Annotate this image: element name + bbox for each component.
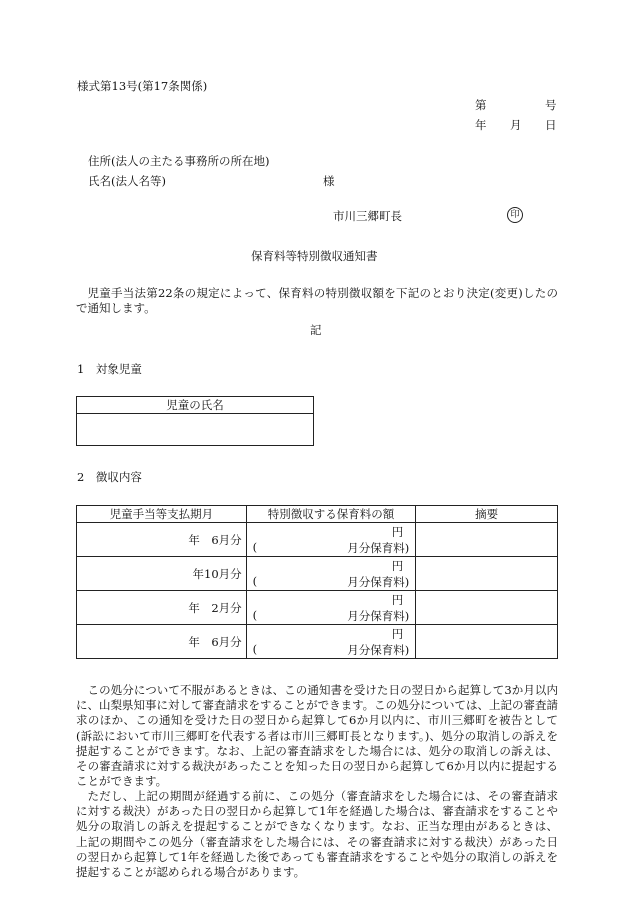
child-name-cell xyxy=(77,414,314,446)
date-month: 月 xyxy=(510,118,522,132)
date-year: 年 xyxy=(475,118,487,132)
section1-heading: 1 対象児童 xyxy=(77,362,142,376)
row-remarks xyxy=(416,523,558,557)
yen-label: 円 xyxy=(391,559,404,573)
doc-number-prefix: 第 xyxy=(475,98,487,112)
table-row xyxy=(77,523,558,557)
row-month: 年 2月分 xyxy=(77,591,247,625)
doc-number-suffix: 号 xyxy=(545,98,557,112)
row-amount xyxy=(246,591,416,625)
row-month: 年 6月分 xyxy=(77,523,247,557)
yen-label: 円 xyxy=(391,525,404,539)
table-row xyxy=(77,557,558,591)
child-name-header: 児童の氏名 xyxy=(77,397,314,414)
yen-label: 円 xyxy=(391,593,404,607)
header-fee-amount: 特別徴収する保育料の額 xyxy=(246,506,416,523)
row-amount xyxy=(246,523,416,557)
month-fee-label: 月分保育料) xyxy=(347,643,410,657)
row-month: 年10月分 xyxy=(77,557,247,591)
yen-label: 円 xyxy=(391,627,404,641)
section2-heading: 2 徴収内容 xyxy=(77,470,142,484)
header-remarks: 摘要 xyxy=(416,506,558,523)
honorific: 様 xyxy=(323,174,335,188)
deadline-notice: ただし、上記の期間が経過する前に、この処分（審査請求をした場合には、その審査請求に対する裁決）があった日の翌日から起算して1年を経過した場合は、審査請求をすることや処分の取消しの訴えを提起することができなくなります。なお、正当な理由があるときは、上記の期間やこの処分（審査請求をした場合には、その審査請求に対する裁決）があった日の翌日から起算して1年を経過した後であっても審査請求をすることや処分の取消しの訴えを提起することが認められる場合があります。 xyxy=(76,789,558,880)
row-remarks xyxy=(416,557,558,591)
paren-open: ( xyxy=(252,608,258,622)
ki-marker: 記 xyxy=(310,323,322,337)
form-number: 様式第13号(第17条関係) xyxy=(77,79,208,93)
month-fee-label: 月分保育料) xyxy=(347,541,410,555)
paren-open: ( xyxy=(252,540,258,554)
appeal-notice: この処分について不服があるときは、この通知書を受けた日の翌日から起算して3か月以内に、山梨県知事に対して審査請求をすることができます。この処分については、上記の審査請求のほか、この通知を受けた日の翌日から起算して6か月以内に、市川三郷町を被告として(訴訟において市川三郷町を代表する者は市川三郷町長となります。)、処分の取消しの訴えを提起することができます。なお、上記の審査請求をした場合には、処分の取消しの訴えは、その審査請求に対する裁決があったことを知った日の翌日から起算して6か月以内に提起することができます。 xyxy=(76,683,558,789)
row-remarks xyxy=(416,625,558,659)
header-payment-month: 児童手当等支払期月 xyxy=(77,506,247,523)
intro-paragraph: 児童手当法第22条の規定によって、保育料の特別徴収額を下記のとおり決定(変更)したので通知します。 xyxy=(76,286,558,316)
paren-open: ( xyxy=(252,642,258,656)
row-remarks xyxy=(416,591,558,625)
row-month: 年 6月分 xyxy=(77,625,247,659)
table-row xyxy=(77,591,558,625)
row-amount xyxy=(246,625,416,659)
name-label: 氏名(法人名等) xyxy=(88,174,166,188)
issuer: 市川三郷町長 xyxy=(333,209,402,223)
document-title: 保育料等特別徴収通知書 xyxy=(251,249,378,263)
table-row xyxy=(77,625,558,659)
date-day: 日 xyxy=(545,118,557,132)
row-amount xyxy=(246,557,416,591)
month-fee-label: 月分保育料) xyxy=(347,609,410,623)
paren-open: ( xyxy=(252,574,258,588)
month-fee-label: 月分保育料) xyxy=(347,575,410,589)
seal-icon: 印 xyxy=(507,207,523,223)
child-table xyxy=(76,396,314,446)
collection-table xyxy=(76,505,558,659)
address-label: 住所(法人の主たる事務所の所在地) xyxy=(88,154,270,168)
